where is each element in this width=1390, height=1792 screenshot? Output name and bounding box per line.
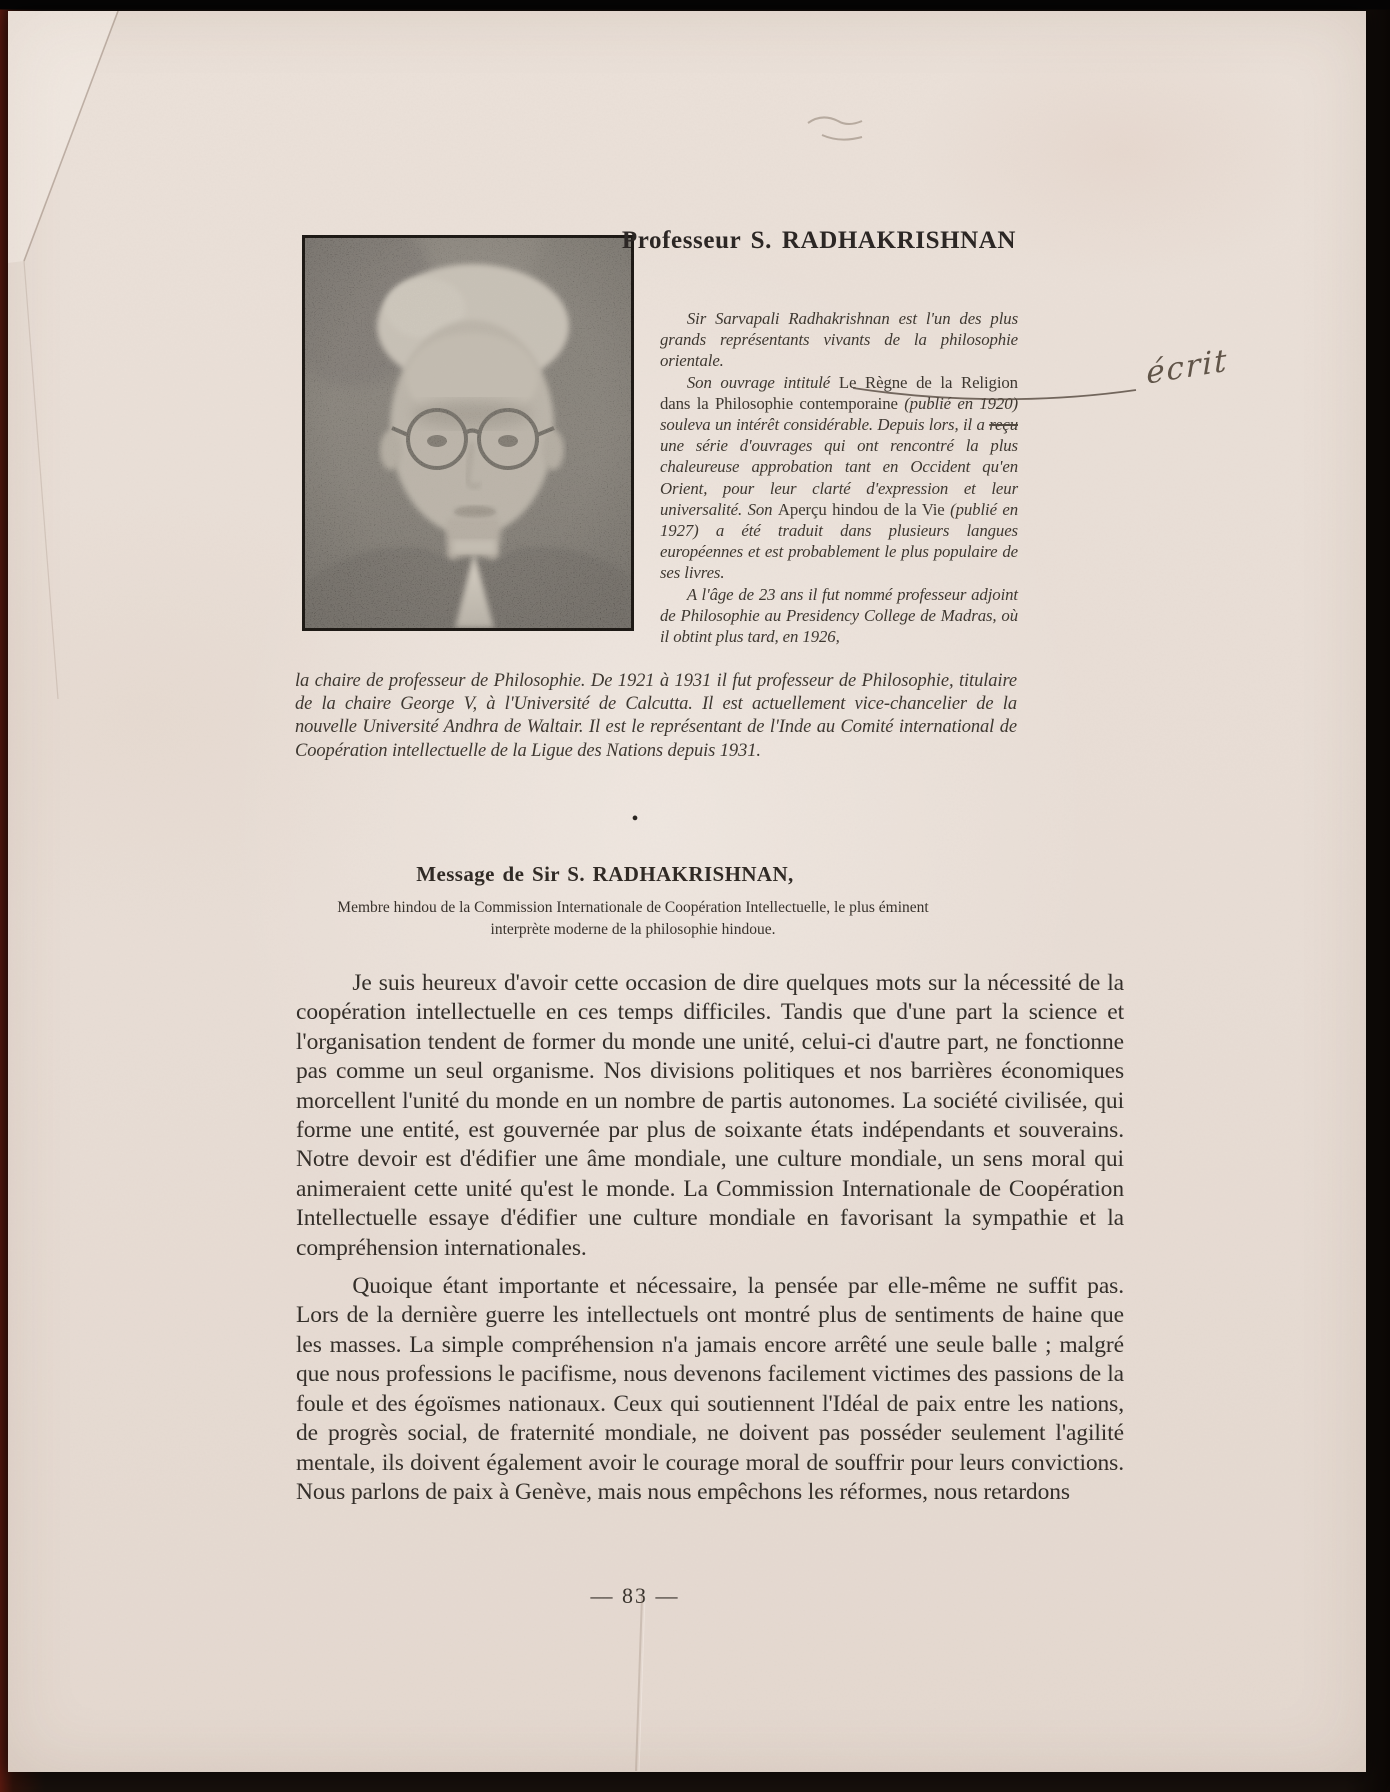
corner-fold [8,11,118,263]
paper-marks [8,11,1366,1772]
bio-paragraph: Son ouvrage intitulé Le Règne de la Religion dans la Philosophie contemporaine (publié en 1920) souleva un intérêt considérable. Depuis lors, il a reçu une série d'ouvrages qui ont rencontré la plus chaleureuse approbation tant en Occident qu'en Orient, pour leur clarté d'expression et leur universalité. Son Aperçu hindou de la Vie (publié en 1927) a été traduit dans plusieurs langues européennes et est probablement le plus populaire de ses livres. [660,372,1018,583]
body-paragraph: Je suis heureux d'avoir cette occasion de dire quelques mots sur la nécessité de la coopération intellectuelle en ces temps difficiles. Tandis que d'une part la science et l'organisation tendent de former du monde une unité, celui-ci d'autre part, ne fonctionne pas comme un seul organisme. Nos divisions politiques et nos barrières économiques morcellent l'unité du monde en un nombre de partis autonomes. La société civilisée, qui forme une entité, est gouvernée par plus de soixante états indépendants et souverains. Notre devoir est d'édifier une âme mondiale, une culture mondiale, un sens moral qui animeraient cette unité qu'est le monde. La Commission Internationale de Coopération Intellectuelle essaye d'édifier une culture mondiale en favorisant la sympathie et la compréhension internationales. [296,970,1124,1261]
bio-wide-paragraph [295,670,1017,763]
portrait-photo [302,235,634,631]
message-subtitle-line: Membre hindou de la Commission Internationale de Coopération Intellectuelle, le plus éminent [337,899,929,916]
pencil-squiggle [808,117,862,139]
body-paragraph: Quoique étant importante et nécessaire, la pensée par elle-même ne suffit pas. Lors de la dernière guerre les intellectuels ont montré plus de sentiments de haine que les masses. La simple compréhension n'a jamais encore arrêté une seule balle ; malgré que nous professions le pacifisme, nous devenons facilement victimes des passions de la foule et des égoïsmes nationaux. Ceux qui soutiennent l'Idéal de paix entre les nations, de progrès social, de fraternité mondiale, ne doivent pas posséder seulement l'agilité mentale, ils doivent également avoir le courage moral de souffrir pour leurs convictions. Nous parlons de paix à Genève, mais nous empêchons les réformes, nous retardons [296,1273,1124,1505]
bio-paragraph: A l'âge de 23 ans il fut nommé professeur adjoint de Philosophie au Presidency College de Madras, où il obtint plus tard, en 1926, [660,584,1018,647]
bio-paragraph: la chaire de professeur de Philosophie. De 1921 à 1931 il fut professeur de Philosophie, titulaire de la chaire George V, à l'Université de Calcutta. Il est actuellement vice-chancelier de la nouvelle Université Andhra de Waltair. Il est le représentant de l'Inde au Comité international de Coopération intellectuelle de la Ligue des Nations depuis 1931. [295,671,1017,761]
section-separator-dot: • [631,808,639,830]
message-heading: Message de Sir S. RADHAKRISHNAN, [416,862,794,886]
crease-line-faint [24,261,58,699]
handwritten-annotation: écrit [1146,342,1229,392]
bio-column [660,308,1018,647]
bio-paragraph: Sir Sarvapali Radhakrishnan est l'un des plus grands représentants vivants de la philosophie orientale. [660,309,1018,371]
message-subtitle [265,897,1001,940]
bottom-crease-hl [639,1596,645,1771]
page-number: — 83 — [590,1583,680,1608]
document-page [8,11,1366,1772]
message-subtitle-line: interprète moderne de la philosophie hindoue. [490,920,776,938]
bottom-crease [636,1596,642,1771]
portrait-illustration [305,238,631,628]
message-body [296,969,1124,1507]
crease-line [24,11,118,261]
bio-heading: Professeur S. RADHAKRISHNAN [621,227,1017,254]
